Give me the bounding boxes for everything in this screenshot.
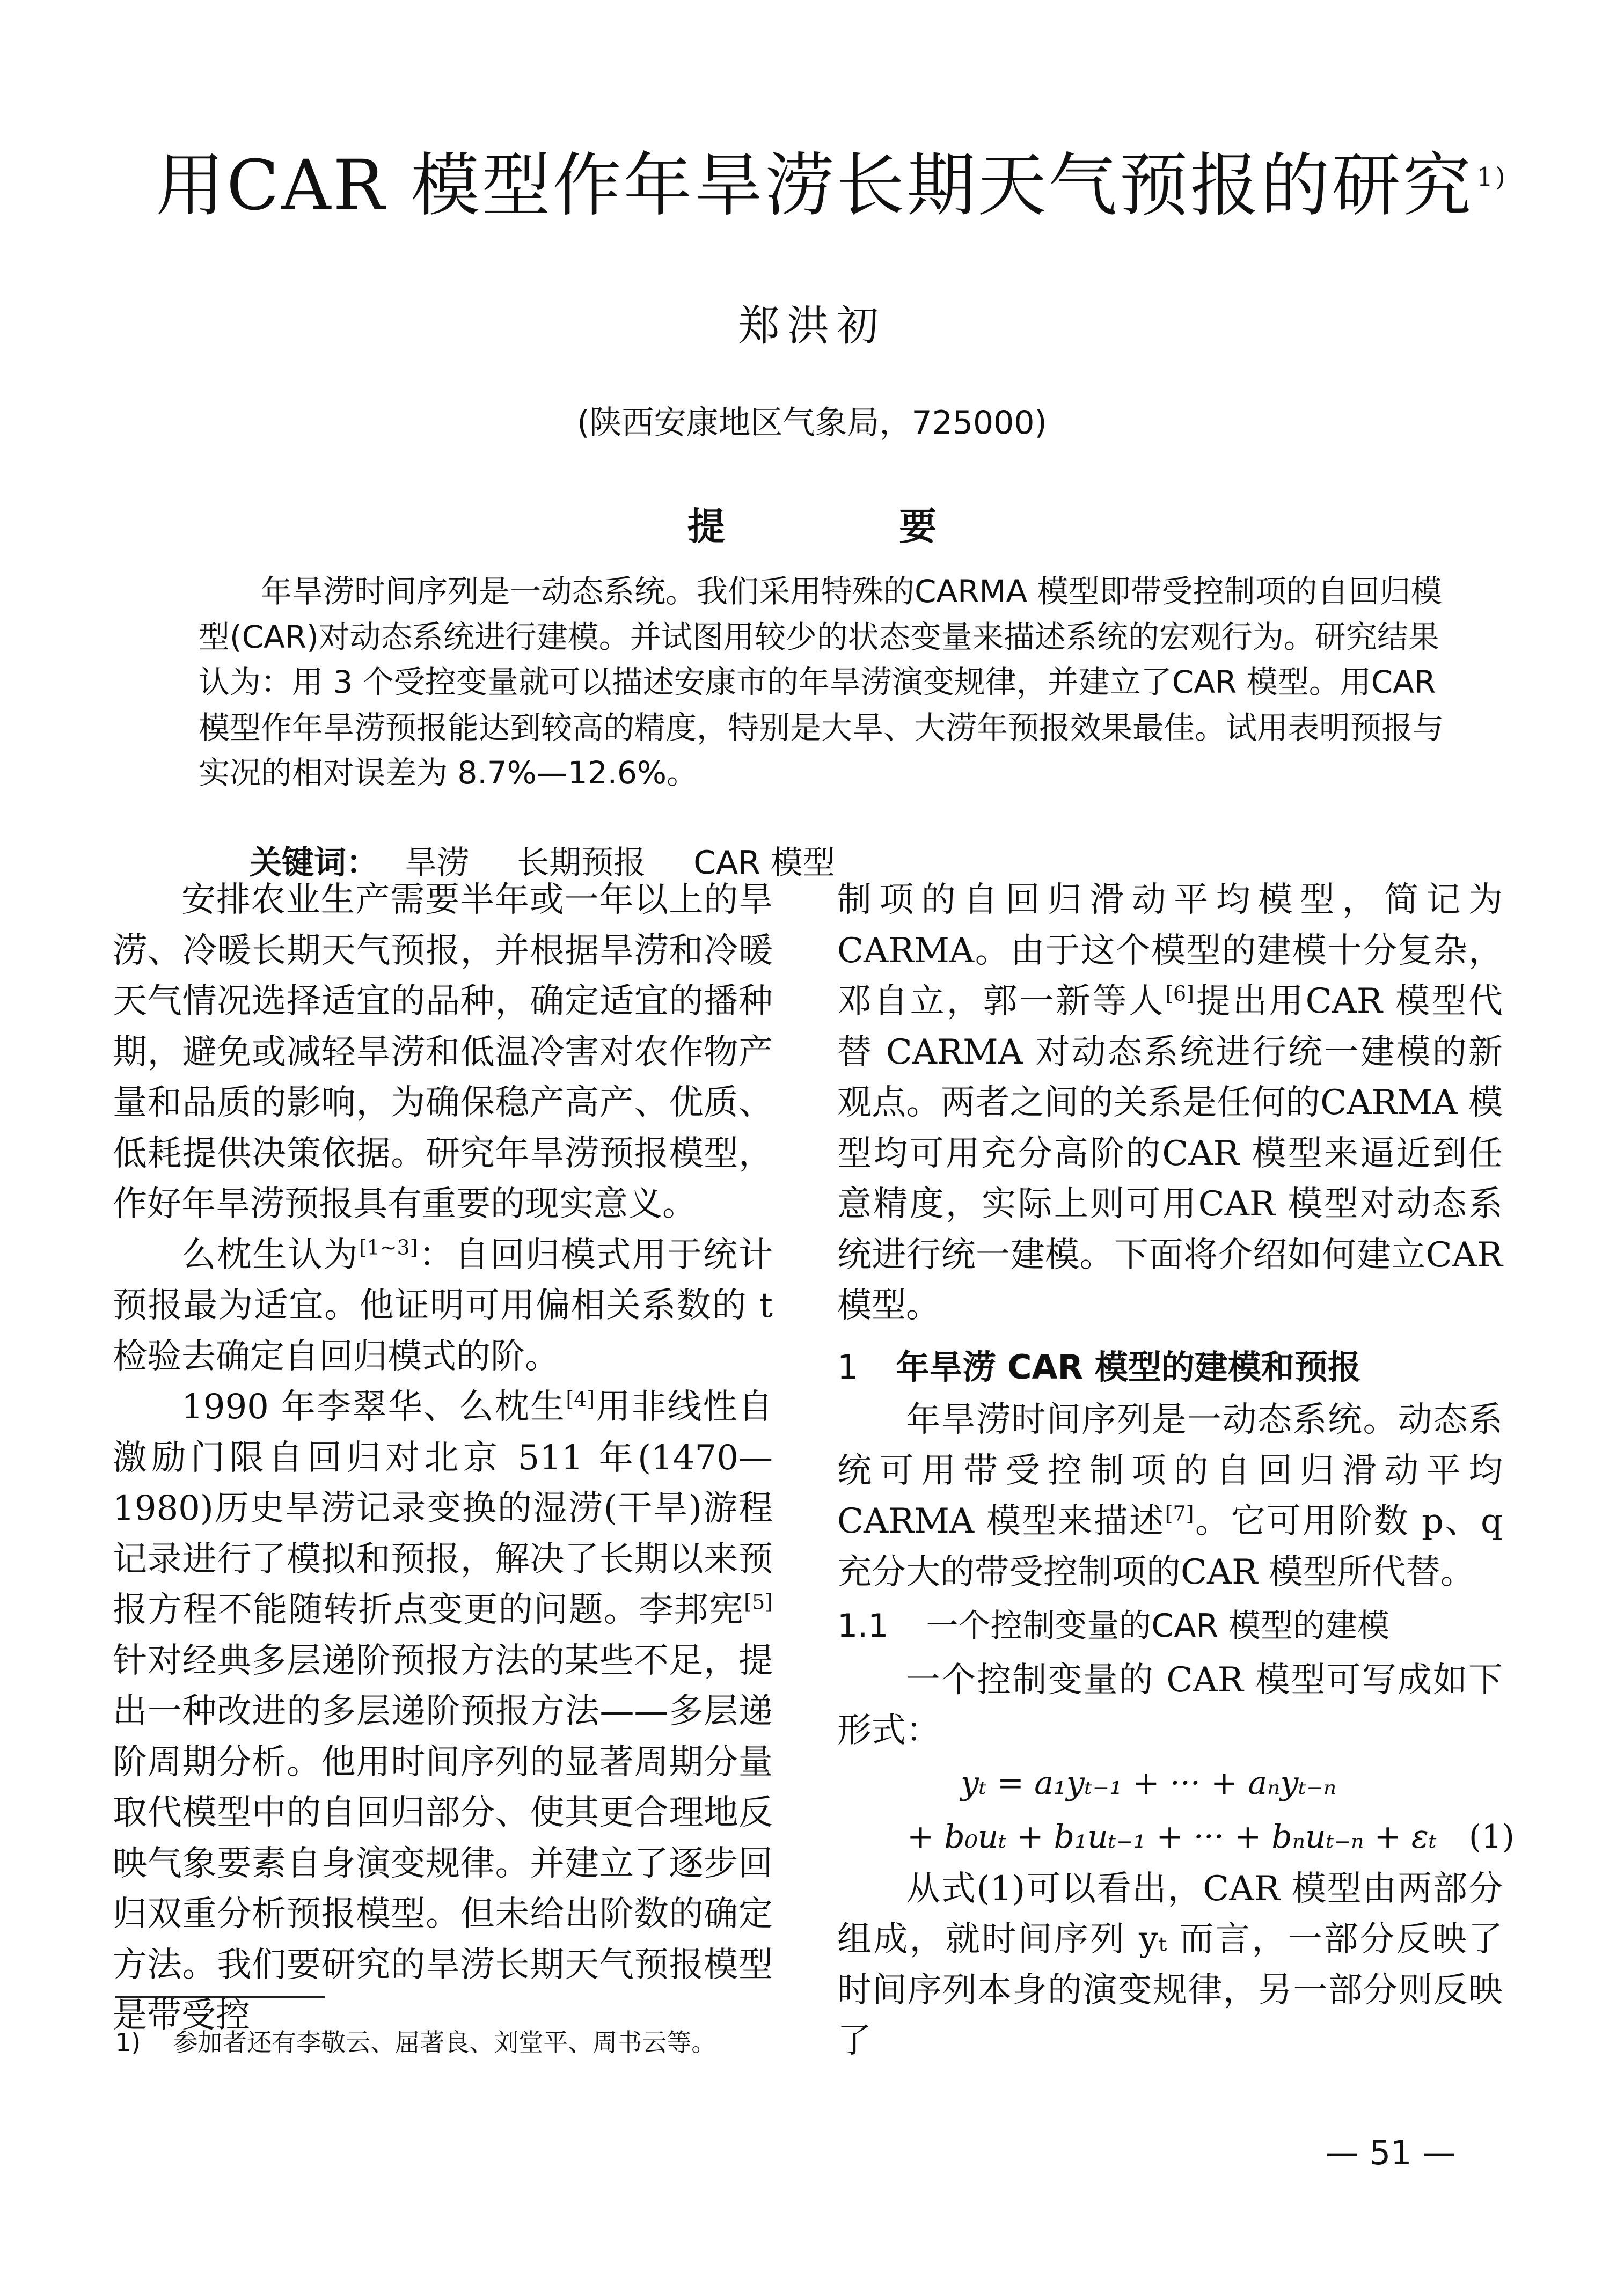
paragraph: 年旱涝时间序列是一动态系统。动态系统可用带受控制项的自回归滑动平均 CARMA 模型来描述[7]。它可用阶数 p、q 充分大的带受控制项的CAR 模型所代替。	[837, 1400, 1503, 1592]
footnote: 1) 参加者还有李敬云、屈著良、刘堂平、周书云等。	[115, 2028, 716, 2057]
author-affiliation: (陕西安康地区气象局，725000)	[577, 404, 1047, 442]
abstract-text: 年旱涝时间序列是一动态系统。我们采用特殊的CARMA 模型即带受控制项的自回归模型(CAR)对动态系统进行建模。并试图用较少的状态变量来描述系统的宏观行为。研究结果认为：用 3 个受控变量就可以描述安康市的年旱涝演变规律，并建立了CAR 模型。用CAR 模型作年旱涝预报能达到较高的精度，特别是大旱、大涝年预报效果最佳。试用表明预报与实况的相对误差为 8.7%—12.6%。	[199, 573, 1444, 791]
keyword-item: 旱涝	[405, 844, 470, 882]
paragraph: 制项的自回归滑动平均模型，简记为 CARMA。由于这个模型的建模十分复杂，邓自立，郭一新等人[6]提出用CAR 模型代替 CARMA 对动态系统进行统一建模的新观点。两者之间的关系是任何的CARMA 模型均可用充分高阶的CAR 模型来逼近到任意精度，实际上则可用CAR 模型对动态系统进行统一建模。下面将介绍如何建立CAR 模型。	[837, 880, 1503, 1325]
equation-line: + b₀uₜ + b₁uₜ₋₁ + ··· + bₙuₜ₋ₙ + εₜ (1)	[907, 1818, 1515, 1856]
abstract-heading: 提 要	[687, 504, 1018, 548]
page-number: — 51 —	[1326, 2133, 1456, 2172]
paragraph: 一个控制变量的 CAR 模型可写成如下形式：	[837, 1660, 1503, 1750]
keywords-label: 关键词：	[250, 844, 378, 882]
section-heading: 1 年旱涝 CAR 模型的建模和预报	[837, 1347, 1361, 1387]
author-name: 郑洪初	[737, 302, 886, 350]
paper-title: 用CAR 模型作年旱涝长期天气预报的研究 $^{1)}$	[156, 145, 1508, 226]
right-column	[837, 875, 1515, 2067]
equation-number: (1)	[1468, 1818, 1515, 1856]
left-column	[113, 875, 773, 2041]
title-footnote-mark: 1)	[1476, 162, 1508, 192]
keyword-item: CAR 模型	[693, 844, 835, 882]
subsection-heading: 1.1 一个控制变量的CAR 模型的建模	[837, 1607, 1390, 1645]
paragraph: 1990 年李翠华、么枕生[4]用非线性自激励门限自回归对北京 511 年(1470—1980)历史旱涝记录变换的湿涝(干旱)游程记录进行了模拟和预报，解决了长期以来预报方程不能随转折点变更的问题。李邦宪[5]针对经典多层递阶预报方法的某些不足，提出一种改进的多层递阶预报方法——多层递阶周期分析。他用时间序列的显著周期分量取代模型中的自回归部分、使其更合理地反映气象要素自身演变规律。并建立了逐步回归双重分析预报模型。但未给出阶数的确定方法。我们要研究的旱涝长期天气预报模型是带受控	[113, 1387, 773, 2035]
citation: [5]	[744, 1590, 773, 1614]
equation-line: yₜ = a₁yₜ₋₁ + ··· + aₙyₜ₋ₙ	[961, 1764, 1337, 1802]
paragraph: 么枕生认为[1~3]：自回归模式用于统计预报最为适宜。他证明可用偏相关系数的 t 检验去确定自回归模式的阶。	[113, 1235, 773, 1376]
paragraph: 从式(1)可以看出，CAR 模型由两部分组成，就时间序列 yₜ 而言，一部分反映了时间序列本身的演变规律，另一部分则反映了	[837, 1869, 1503, 2061]
paragraph: 安排农业生产需要半年或一年以上的旱涝、冷暖长期天气预报，并根据旱涝和冷暖天气情况选择适宜的品种，确定适宜的播种期，避免或减轻旱涝和低温冷害对农作物产量和品质的影响，为确保稳产高产、优质、低耗提供决策依据。研究年旱涝预报模型，作好年旱涝预报具有重要的现实意义。	[113, 880, 773, 1224]
citation: [7]	[1165, 1501, 1194, 1526]
citation: [4]	[566, 1387, 595, 1411]
keyword-item: 长期预报	[517, 844, 646, 882]
footnote-rule	[115, 1996, 325, 1998]
citation: [1~3]	[359, 1235, 418, 1259]
citation: [6]	[1165, 981, 1194, 1006]
